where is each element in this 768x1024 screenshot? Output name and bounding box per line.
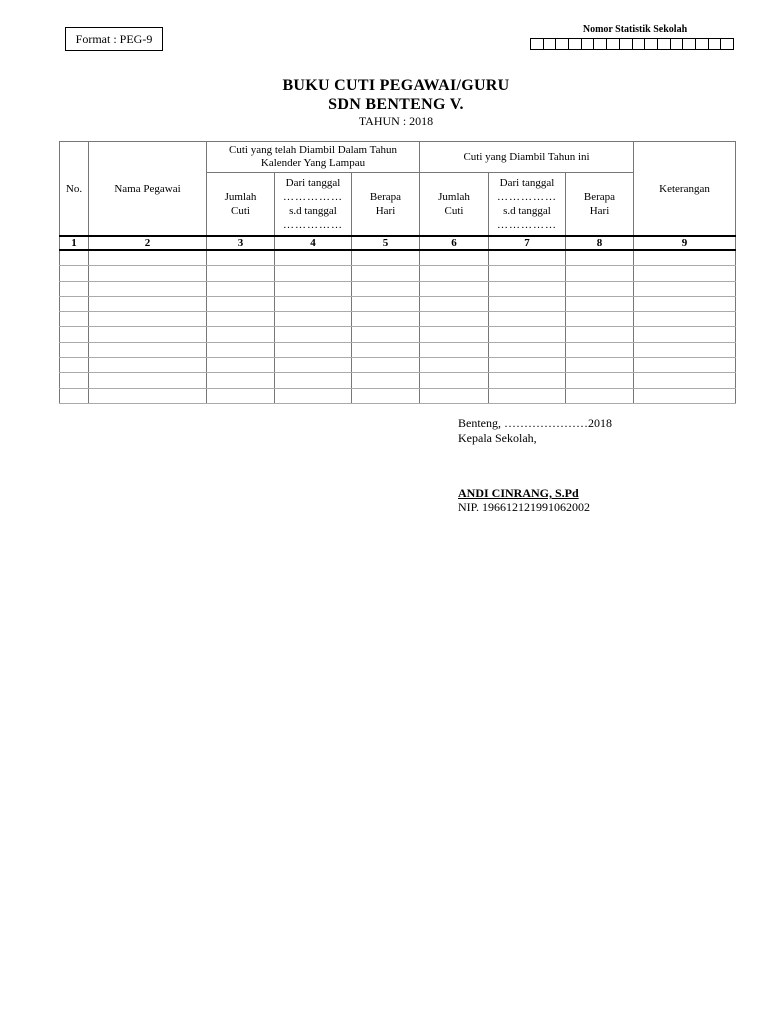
table-cell [89, 296, 207, 311]
table-cell [634, 358, 736, 373]
header-text: Cuti [444, 205, 464, 217]
school-statistic-number-label: Nomor Statistik Sekolah [582, 24, 688, 35]
header-text: …………… [497, 219, 557, 231]
column-number: 3 [207, 236, 275, 250]
column-number: 7 [489, 236, 566, 250]
table-cell [275, 358, 352, 373]
table-cell [207, 296, 275, 311]
document-title: BUKU CUTI PEGAWAI/GURU [282, 77, 510, 94]
table-row [60, 250, 736, 266]
header-total-leave-prev [207, 173, 275, 237]
table-cell [275, 327, 352, 342]
format-label: Format : PEG-9 [65, 27, 163, 51]
table-cell [489, 281, 566, 296]
table-cell [89, 266, 207, 281]
table-cell [207, 327, 275, 342]
table-cell [352, 388, 420, 403]
table-cell [89, 358, 207, 373]
table-cell [489, 312, 566, 327]
table-cell [207, 266, 275, 281]
table-cell [420, 281, 489, 296]
table-cell [489, 373, 566, 388]
table-cell [566, 327, 634, 342]
table-cell [60, 281, 89, 296]
table-cell [352, 327, 420, 342]
header-text: Berapa [369, 191, 402, 203]
table-cell [207, 281, 275, 296]
year-line: TAHUN : 2018 [358, 114, 434, 128]
table-cell [634, 373, 736, 388]
table-row [60, 373, 736, 388]
table-row [60, 358, 736, 373]
table-cell [352, 312, 420, 327]
nss-digit-box [658, 38, 671, 50]
header-no: No. [60, 142, 89, 237]
table-cell [566, 250, 634, 266]
nss-digit-box [633, 38, 646, 50]
nss-digit-box [582, 38, 595, 50]
table-cell [420, 388, 489, 403]
table-row [60, 327, 736, 342]
table-cell [566, 281, 634, 296]
signature-role: Kepala Sekolah, [458, 431, 537, 445]
signature-name: ANDI CINRANG, S.Pd [458, 486, 579, 500]
table-cell [275, 281, 352, 296]
signature-nip: NIP. 196612121991062002 [458, 500, 591, 514]
table-cell [420, 373, 489, 388]
header-text: Dari tanggal [499, 177, 555, 189]
table-cell [566, 342, 634, 357]
table-cell [634, 312, 736, 327]
table-cell [89, 281, 207, 296]
table-row [60, 266, 736, 281]
nss-digit-box [709, 38, 722, 50]
table-cell [275, 296, 352, 311]
table-cell [275, 388, 352, 403]
table-cell [634, 296, 736, 311]
nss-digit-box [569, 38, 582, 50]
header-total-leave-curr [420, 173, 489, 237]
table-cell [634, 250, 736, 266]
table-cell [89, 373, 207, 388]
table-cell [489, 358, 566, 373]
table-cell [566, 388, 634, 403]
header-text: Jumlah [438, 191, 470, 203]
nss-digit-box [683, 38, 696, 50]
table-cell [352, 373, 420, 388]
header-days-prev [352, 173, 420, 237]
nss-digit-box [671, 38, 684, 50]
nss-digit-box [696, 38, 709, 50]
table-cell [89, 312, 207, 327]
column-number: 9 [634, 236, 736, 250]
header-days-curr [566, 173, 634, 237]
header-text: Jumlah [224, 191, 257, 203]
table-row [60, 388, 736, 403]
column-number: 4 [275, 236, 352, 250]
table-cell [89, 327, 207, 342]
table-cell [207, 312, 275, 327]
table-cell [60, 327, 89, 342]
header-employee-name: Nama Pegawai [89, 142, 207, 237]
nss-digit-box [556, 38, 569, 50]
header-text: Cuti [231, 205, 250, 217]
table-cell [420, 296, 489, 311]
header-previous-year-leave: Cuti yang telah Diambil Dalam Tahun Kalender Yang Lampau [207, 142, 420, 173]
signature-place-date: Benteng, …………………2018 [458, 416, 612, 430]
table-cell [420, 312, 489, 327]
table-cell [634, 266, 736, 281]
header-text: Dari tanggal [285, 177, 341, 189]
table-cell [60, 342, 89, 357]
header-text: Hari [375, 205, 396, 217]
table-cell [566, 296, 634, 311]
nss-digit-box [531, 38, 544, 50]
table-cell [420, 266, 489, 281]
table-cell [489, 250, 566, 266]
table-cell [275, 342, 352, 357]
table-cell [352, 342, 420, 357]
table-cell [60, 266, 89, 281]
leave-table [59, 141, 736, 404]
table-cell [60, 388, 89, 403]
table-cell [352, 250, 420, 266]
header-remarks: Keterangan [634, 142, 736, 237]
header-text: Hari [589, 205, 610, 217]
table-row [60, 312, 736, 327]
table-cell [352, 296, 420, 311]
table-cell [60, 312, 89, 327]
table-cell [60, 296, 89, 311]
table-cell [60, 358, 89, 373]
table-cell [275, 266, 352, 281]
nss-digit-box [607, 38, 620, 50]
table-cell [207, 358, 275, 373]
nss-digit-box [620, 38, 633, 50]
table-cell [89, 250, 207, 266]
table-cell [420, 358, 489, 373]
school-name: SDN BENTENG V. [328, 96, 464, 113]
header-current-year-leave: Cuti yang Diambil Tahun ini [420, 142, 634, 173]
nss-digit-box [645, 38, 658, 50]
table-cell [275, 373, 352, 388]
column-number-row [60, 236, 736, 250]
table-cell [207, 373, 275, 388]
table-cell [60, 250, 89, 266]
table-cell [420, 250, 489, 266]
column-number: 8 [566, 236, 634, 250]
table-cell [634, 281, 736, 296]
table-cell [489, 388, 566, 403]
table-cell [489, 296, 566, 311]
table-cell [352, 281, 420, 296]
table-cell [566, 312, 634, 327]
table-cell [60, 373, 89, 388]
table-cell [634, 342, 736, 357]
table-cell [489, 266, 566, 281]
table-cell [566, 358, 634, 373]
table-cell [89, 342, 207, 357]
table-cell [275, 250, 352, 266]
header-text: …………… [497, 191, 557, 203]
nss-digit-box [594, 38, 607, 50]
table-cell [420, 342, 489, 357]
header-text: s.d tanggal [503, 205, 551, 217]
nss-digit-box [721, 38, 734, 50]
table-row [60, 296, 736, 311]
table-cell [207, 388, 275, 403]
header-text: s.d tanggal [289, 205, 337, 217]
school-statistic-number-boxes [530, 38, 734, 50]
table-row [60, 281, 736, 296]
header-date-range-curr [489, 173, 566, 237]
table-cell [207, 342, 275, 357]
header-text: …………… [283, 219, 343, 231]
table-cell [566, 373, 634, 388]
column-number: 1 [60, 236, 89, 250]
nss-digit-box [544, 38, 557, 50]
column-number: 2 [89, 236, 207, 250]
table-row [60, 342, 736, 357]
table-cell [420, 327, 489, 342]
header-text: Berapa [583, 191, 616, 203]
table-cell [207, 250, 275, 266]
table-cell [489, 327, 566, 342]
table-cell [634, 388, 736, 403]
header-text: …………… [283, 191, 343, 203]
table-cell [566, 266, 634, 281]
table-cell [489, 342, 566, 357]
table-cell [352, 266, 420, 281]
table-cell [275, 312, 352, 327]
header-date-range-prev [275, 173, 352, 237]
column-number: 6 [420, 236, 489, 250]
table-cell [634, 327, 736, 342]
table-cell [352, 358, 420, 373]
table-cell [89, 388, 207, 403]
column-number: 5 [352, 236, 420, 250]
